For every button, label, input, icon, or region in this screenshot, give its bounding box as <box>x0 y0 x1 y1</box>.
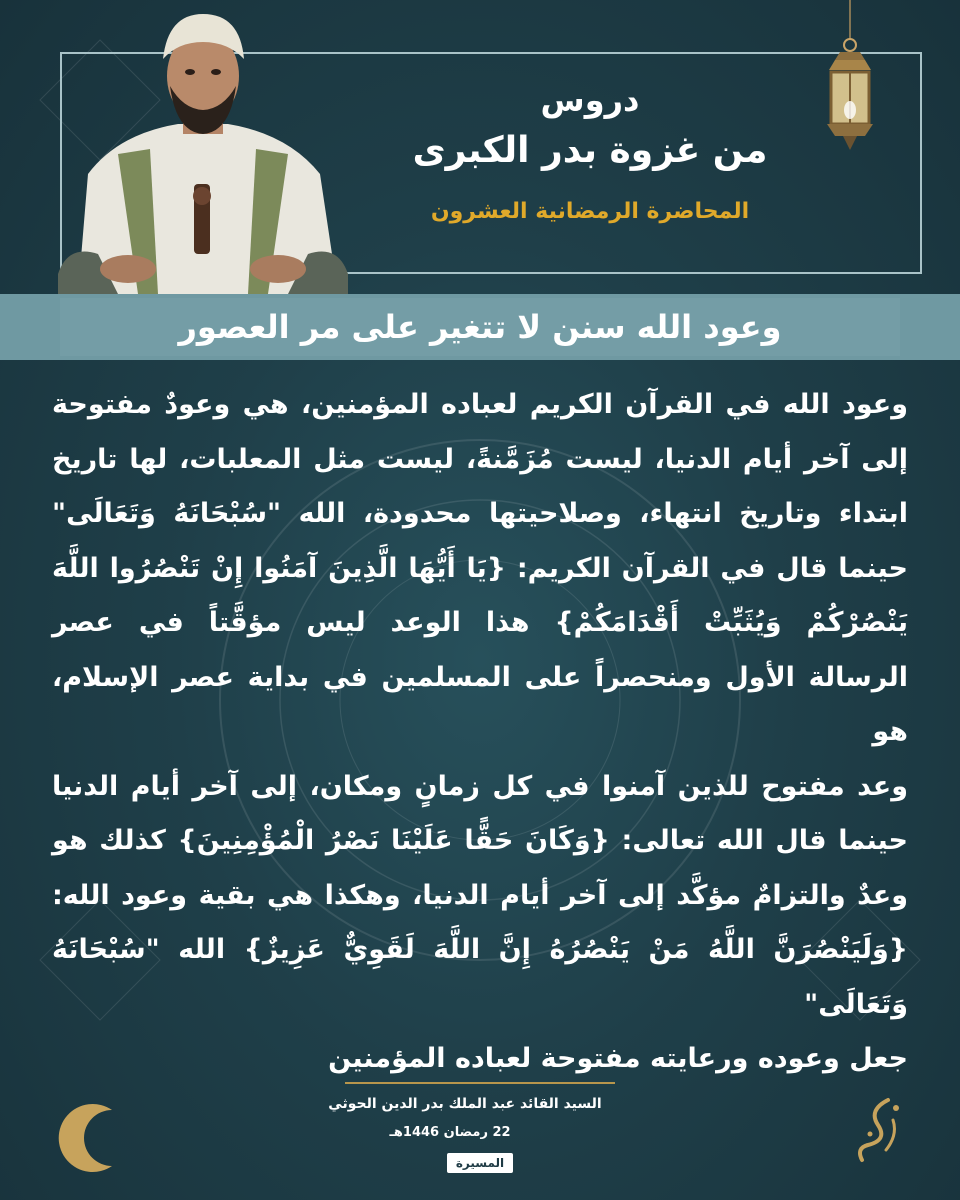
quote-line: وعدٌ والتزامٌ مؤكَّد إلى آخر أيام الدنيا، وهكذا هي بقية وعود الله: <box>52 879 908 911</box>
speaker-portrait <box>58 14 348 294</box>
quote-line: حينما قال في القرآن الكريم: {يَا أَيُّهَا الَّذِينَ آمَنُوا إِنْ تَنْصُرُوا اللَّهَ <box>52 552 908 584</box>
crescent-icon <box>52 1098 132 1178</box>
quote-line: جعل وعوده ورعايته مفتوحة لعباده المؤمنين <box>328 1043 908 1074</box>
quote-line: وعد مفتوح للذين آمنوا في كل زمانٍ ومكان، إلى آخر أيام الدنيا <box>52 770 908 802</box>
header-line-1: دروس <box>540 81 640 119</box>
title-banner <box>0 294 960 360</box>
header-line-2: من غزوة بدر الكبرى <box>412 130 768 171</box>
header-titles <box>380 80 800 230</box>
ramadan-calligraphy-icon <box>848 1090 908 1170</box>
author-name: السيد القائد عبد الملك بدر الدين الحوثي <box>328 1096 602 1112</box>
quote-body <box>52 378 908 1087</box>
quote-line: {وَلَيَنْصُرَنَّ اللَّهُ مَنْ يَنْصُرُهُ إِنَّ اللَّهَ لَقَوِيٌّ عَزِيزٌ} الله "سُبْحَانَهُ وَتَعَالَى" <box>52 934 908 1020</box>
banner-title: وعود الله سنن لا تتغير على مر العصور <box>178 308 782 346</box>
quote-line: يَنْصُرْكُمْ وَيُثَبِّتْ أَقْدَامَكُمْ} هذا الوعد ليس مؤقَّتاً في عصر <box>52 607 908 638</box>
quote-line: ابتداء وتاريخ انتهاء، وصلاحيتها محدودة، الله "سُبْحَانَهُ وَتَعَالَى" <box>52 498 908 529</box>
date-label: 22 رمضان 1446هـ <box>389 1125 511 1140</box>
quote-line: حينما قال الله تعالى: {وَكَانَ حَقًّا عَلَيْنَا نَصْرُ الْمُؤْمِنِينَ} كذلك هو <box>52 825 908 856</box>
lecture-subtitle: المحاضرة الرمضانية العشرون <box>430 199 750 224</box>
quote-line: وعود الله في القرآن الكريم لعباده المؤمنين، هي وعودٌ مفتوحة <box>52 389 908 420</box>
lantern-icon <box>815 0 885 160</box>
brand-logo: المسيرة <box>447 1153 513 1173</box>
quote-line: الرسالة الأول ومنحصراً على المسلمين في بداية عصر الإسلام، هو <box>52 661 908 747</box>
quote-line: إلى آخر أيام الدنيا، ليست مُزَمَّنةً، ليست مثل المعلبات، لها تاريخ <box>52 443 908 475</box>
footer-divider <box>345 1082 615 1084</box>
